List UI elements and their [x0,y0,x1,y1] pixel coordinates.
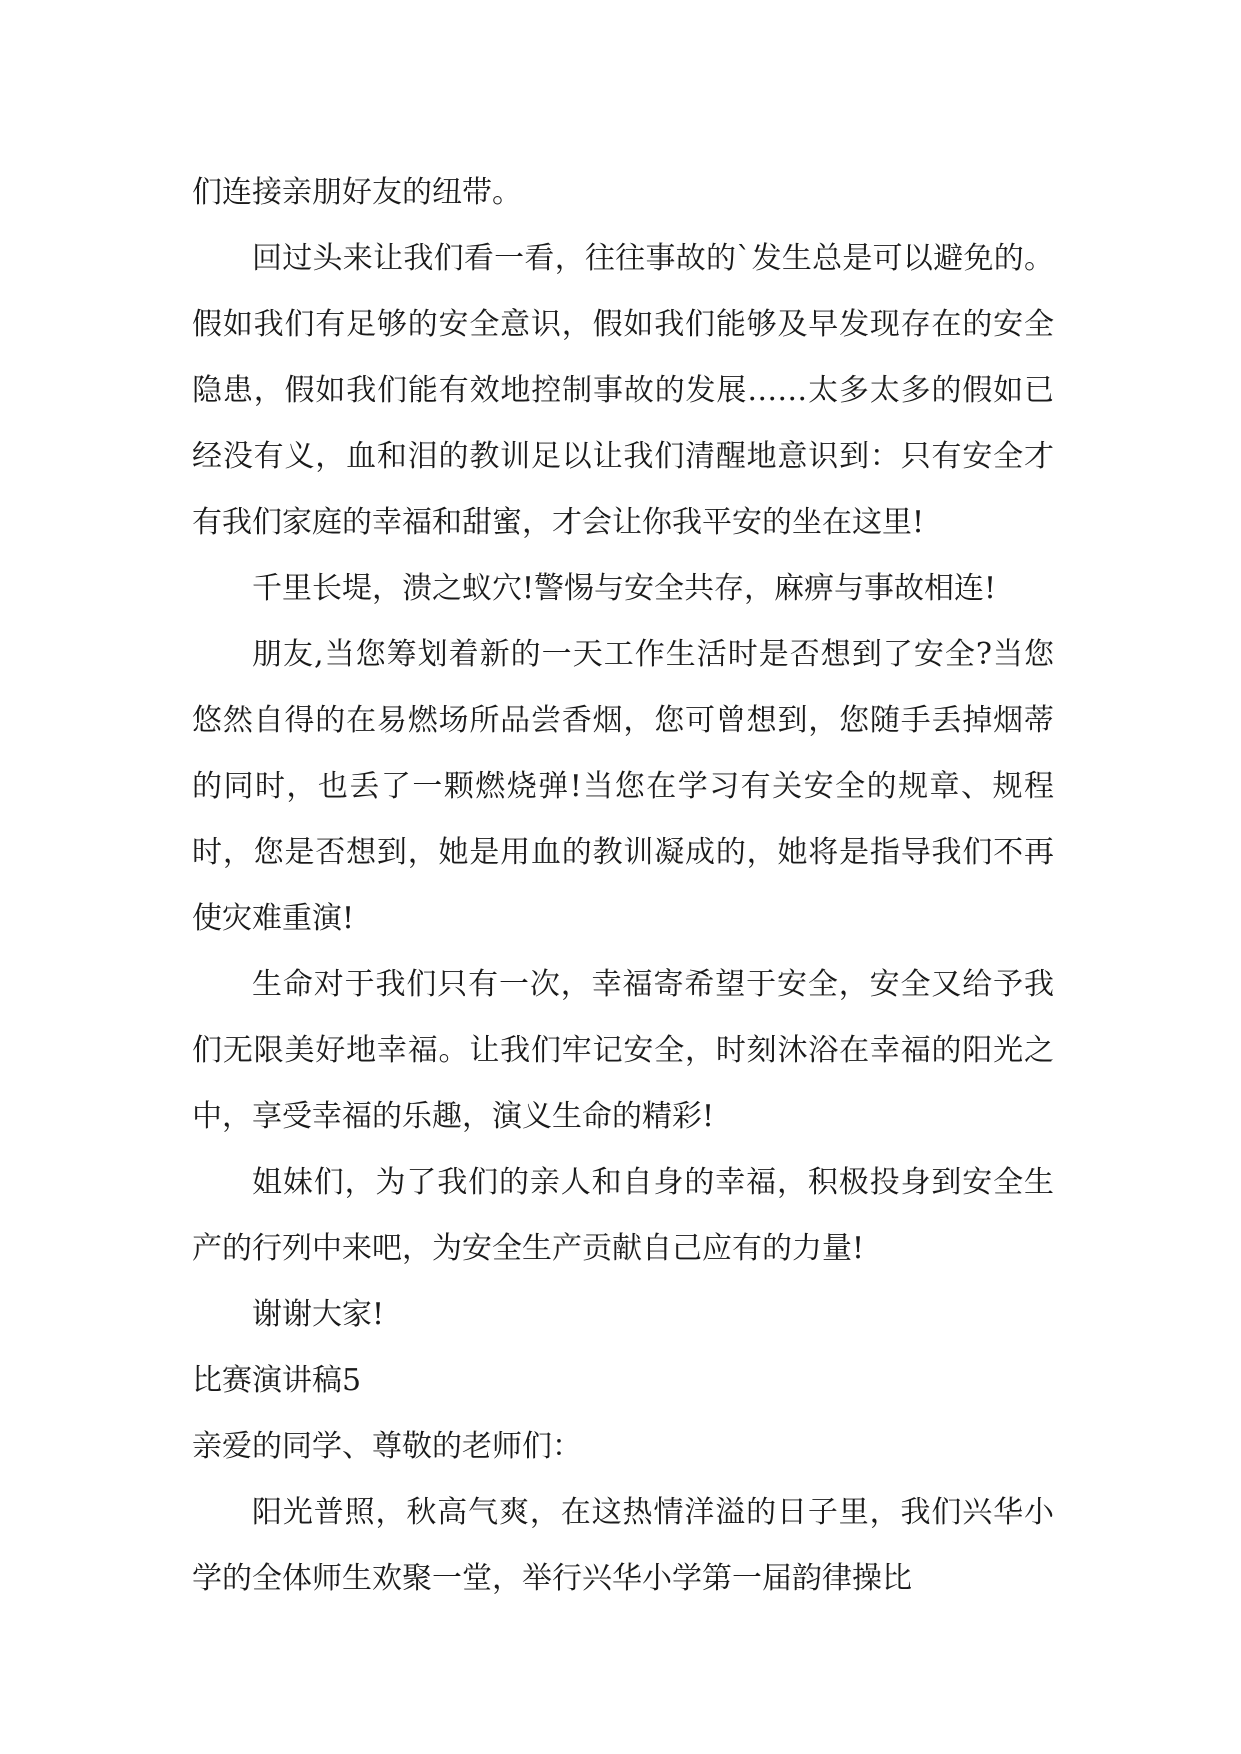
paragraph-accident-avoidable: 回过头来让我们看一看，往往事故的`发生总是可以避免的。假如我们有足够的安全意识，假如我们能够及早发现存在的安全隐患，假如我们能有效地控制事故的发展……太多太多的假如已经没有义，血和泪的教训足以让我们清醒地意识到：只有安全才有我们家庭的幸福和甜蜜，才会让你我平安的坐在这里! [192,241,1054,540]
paragraph-friend-safety: 朋友,当您筹划着新的一天工作生活时是否想到了安全?当您悠然自得的在易燃场所品尝香烟，您可曾想到，您随手丢掉烟蒂的同时，也丢了一颗燃烧弹!当您在学习有关安全的规章、规程时，您是否想到，她是用血的教训凝成的，她将是指导我们不再使灾难重演! [192,637,1054,936]
paragraph-thanks: 谢谢大家! [252,1297,385,1332]
paragraph-dike-proverb: 千里长堤，溃之蚁穴!警惕与安全共存，麻痹与事故相连! [252,571,997,606]
document-body [192,160,1054,1612]
paragraph-life-once: 生命对于我们只有一次，幸福寄希望于安全，安全又给予我们无限美好地幸福。让我们牢记安全，时刻沐浴在幸福的阳光之中，享受幸福的乐趣，演义生命的精彩! [192,967,1054,1134]
section-heading: 比赛演讲稿5 [192,1363,362,1398]
paragraph-opening: 阳光普照，秋高气爽，在这热情洋溢的日子里，我们兴华小学的全体师生欢聚一堂，举行兴华小学第一届韵律操比 [192,1495,1054,1596]
paragraph-sisters-call: 姐妹们，为了我们的亲人和自身的幸福，积极投身到安全生产的行列中来吧，为安全生产贡献自己应有的力量! [192,1165,1054,1266]
salutation: 亲爱的同学、尊敬的老师们： [192,1429,582,1464]
paragraph-continuation: 们连接亲朋好友的纽带。 [192,175,522,210]
